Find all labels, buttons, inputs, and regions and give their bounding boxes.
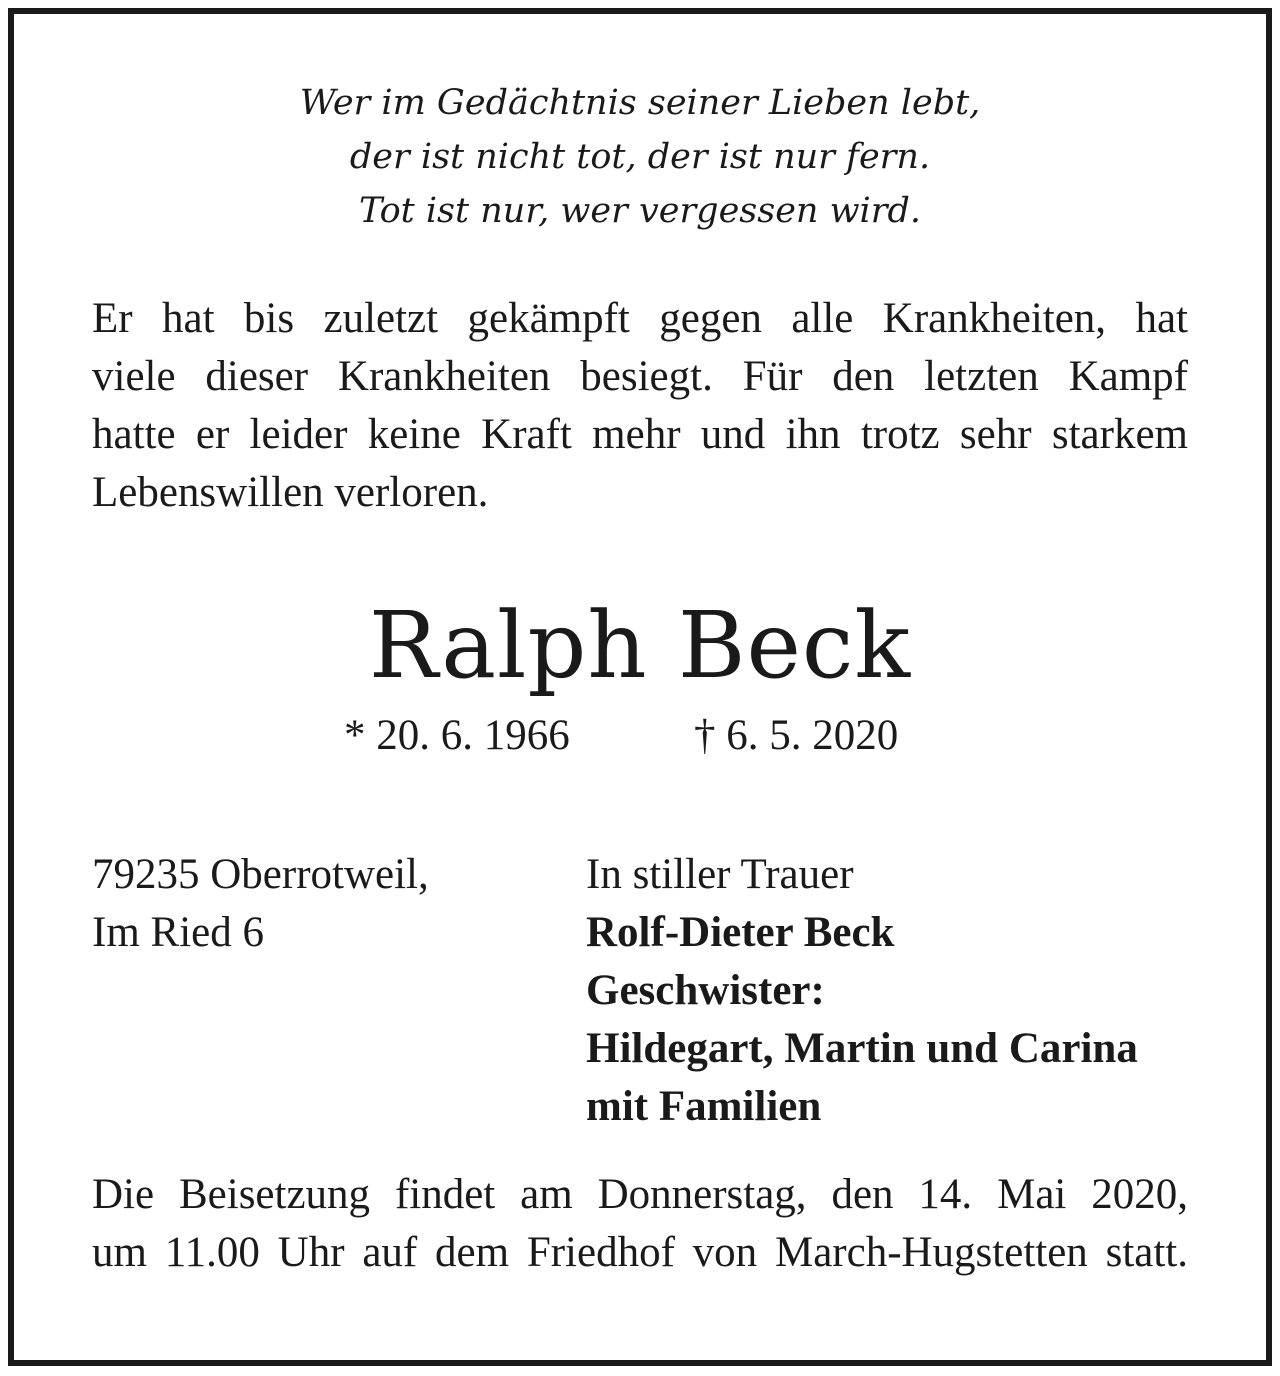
mourner-line: Hildegart, Martin und Carina	[586, 1025, 1138, 1072]
life-dates	[0, 706, 1280, 766]
quote-line: der ist nicht tot, der ist nur fern.	[349, 137, 931, 177]
intro-line: viele dieser Krankheiten besiegt. Für den letzten Kampf	[92, 353, 1188, 400]
funeral-line: um 11.00 Uhr auf dem Friedhof von March-Hugstetten statt.	[92, 1229, 1188, 1276]
memorial-quote	[0, 76, 1280, 238]
mourner-line: mit Familien	[586, 1083, 822, 1130]
intro-line: Lebenswillen verloren.	[92, 469, 489, 516]
intro-line: hatte er leider keine Kraft mehr und ihn trotz sehr starkem	[92, 411, 1188, 458]
death-date: † 6. 5. 2020	[694, 712, 899, 759]
mourners-heading: In stiller Trauer	[586, 851, 854, 898]
deceased-name: Ralph Beck	[368, 592, 912, 699]
intro-line: Er hat bis zuletzt gekämpft gegen alle Krankheiten, hat	[92, 295, 1188, 342]
address-line: Im Ried 6	[92, 909, 264, 956]
mourner-line: Rolf-Dieter Beck	[586, 909, 895, 956]
quote-line: Tot ist nur, wer vergessen wird.	[358, 191, 922, 231]
mourners-block	[586, 846, 1138, 1136]
birth-date: * 20. 6. 1966	[344, 712, 570, 759]
funeral-notice	[92, 1166, 1188, 1282]
intro-paragraph	[92, 290, 1188, 522]
address-line: 79235 Oberrotweil,	[92, 851, 429, 898]
mourner-line: Geschwister:	[586, 967, 825, 1014]
quote-line: Wer im Gedächtnis seiner Lieben lebt,	[299, 83, 981, 123]
funeral-line: Die Beisetzung findet am Donnerstag, den 14. Mai 2020,	[92, 1171, 1188, 1218]
address-block	[92, 846, 429, 962]
